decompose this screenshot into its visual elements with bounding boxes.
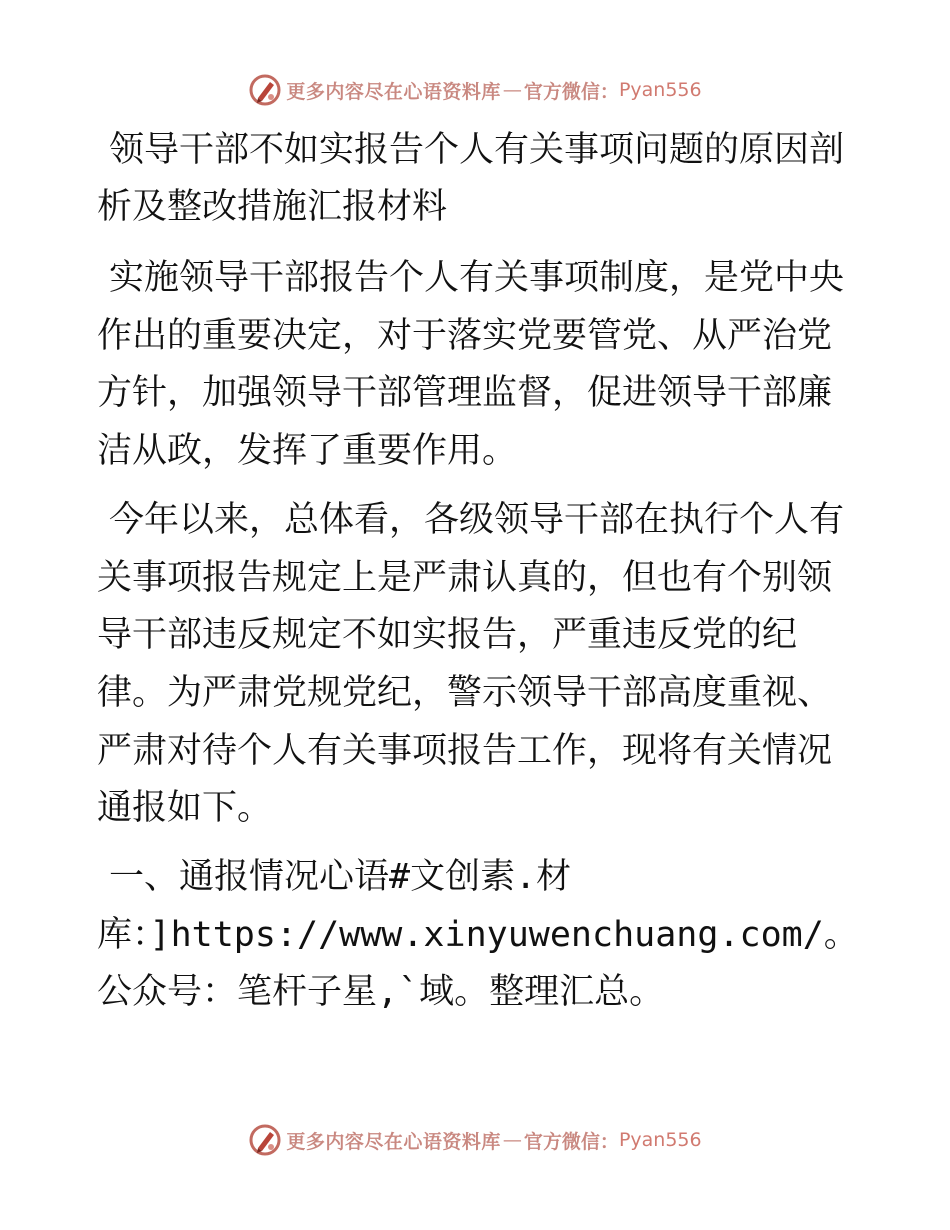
document-body	[97, 122, 857, 1033]
document-title: 领导干部不如实报告个人有关事项问题的原因剖析及整改措施汇报材料	[97, 130, 845, 227]
watermark-separator: —	[502, 1129, 522, 1151]
paragraph-3: 一、通报情况心语#文创素.材库：]https://www.xinyuwenchuang.com/。公众号：笔杆子星,`域。整理汇总。	[97, 857, 859, 1013]
footer-watermark	[0, 1120, 950, 1160]
watermark-brand-text: 更多内容尽在心语资料库	[286, 80, 501, 103]
pen-nib-logo-icon	[248, 73, 282, 107]
watermark-separator: —	[502, 79, 522, 101]
paragraph-2: 今年以来，总体看，各级领导干部在执行个人有关事项报告规定上是严肃认真的，但也有个别领导干部违反规定不如实报告，严重违反党的纪律。为严肃党规党纪，警示领导干部高度重视、严肃对待个人有关事项报告工作，现将有关情况通报如下。	[97, 499, 845, 829]
header-watermark	[0, 70, 950, 110]
paragraph-1: 实施领导干部报告个人有关事项制度，是党中央作出的重要决定，对于落实党要管党、从严治党方针，加强领导干部管理监督，促进领导干部廉洁从政，发挥了重要作用。	[97, 258, 845, 472]
watermark-official-label: 官方微信：	[523, 80, 619, 103]
watermark-official-label: 官方微信：	[523, 1130, 619, 1153]
watermark-brand-text: 更多内容尽在心语资料库	[286, 1130, 501, 1153]
watermark-wechat-id: Pyan556	[618, 1129, 702, 1151]
watermark-wechat-id: Pyan556	[618, 79, 702, 101]
pen-nib-logo-icon	[248, 1123, 282, 1157]
